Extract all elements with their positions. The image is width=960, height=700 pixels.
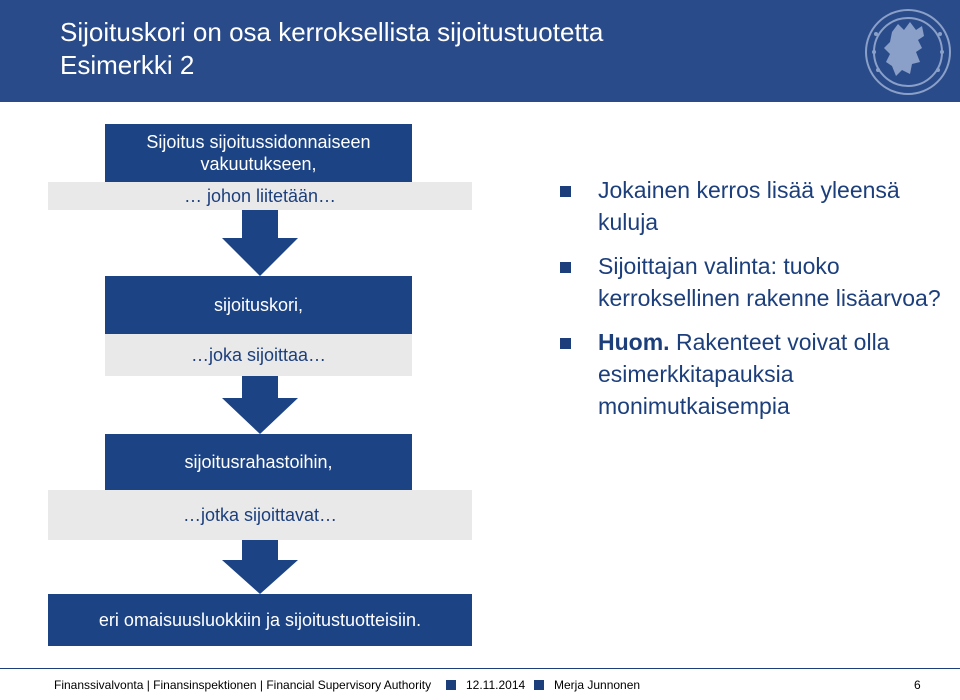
square-bullet-icon: [446, 680, 456, 690]
label-connector-1: … johon liitetään…: [48, 182, 472, 210]
label-connector-2: …joka sijoittaa…: [105, 334, 412, 376]
slide-footer: [0, 668, 960, 700]
bullet-text-1: Jokainen kerros lisää yleensä kuluja: [598, 177, 900, 235]
bullet-list: [560, 174, 950, 434]
square-bullet-icon: [534, 680, 544, 690]
bullet-note-label: Huom.: [598, 329, 670, 355]
slide-title-line2: Esimerkki 2: [60, 50, 195, 80]
box-insurance-line1: Sijoitus sijoitussidonnaiseen: [146, 132, 371, 152]
label-connector-3: …jotka sijoittavat…: [48, 490, 472, 540]
square-bullet-icon: [560, 262, 571, 273]
bullet-text-3: Rakenteet voivat olla esimerkkitapauksia monimutkaisempia: [598, 329, 890, 419]
square-bullet-icon: [560, 338, 571, 349]
box-asset-classes: eri omaisuusluokkiin ja sijoitustuotteisiin.: [48, 594, 472, 646]
box-insurance-line2: vakuutukseen,: [200, 154, 317, 174]
page-number: 6: [914, 678, 921, 692]
footer-organization: Finanssivalvonta | Finansinspektionen | Financial Supervisory Authority: [54, 678, 432, 692]
down-arrow-icon: [222, 540, 298, 594]
bullet-text-2: Sijoittajan valinta: tuoko kerroksellinen rakenne lisäarvoa?: [598, 253, 941, 311]
box-funds: sijoitusrahastoihin,: [105, 434, 412, 490]
footer-date: 12.11.2014: [466, 678, 526, 692]
box-insurance: [105, 124, 412, 182]
bullet-item: [560, 326, 950, 422]
down-arrow-icon: [222, 376, 298, 434]
slide-title-line1: Sijoituskori on osa kerroksellista sijoitustuotetta: [60, 17, 604, 47]
bullet-item: [560, 250, 950, 314]
square-bullet-icon: [560, 186, 571, 197]
footer-author: Merja Junnonen: [554, 678, 641, 692]
box-basket: sijoituskori,: [105, 276, 412, 334]
down-arrow-icon: [222, 210, 298, 276]
bullet-item: [560, 174, 950, 238]
